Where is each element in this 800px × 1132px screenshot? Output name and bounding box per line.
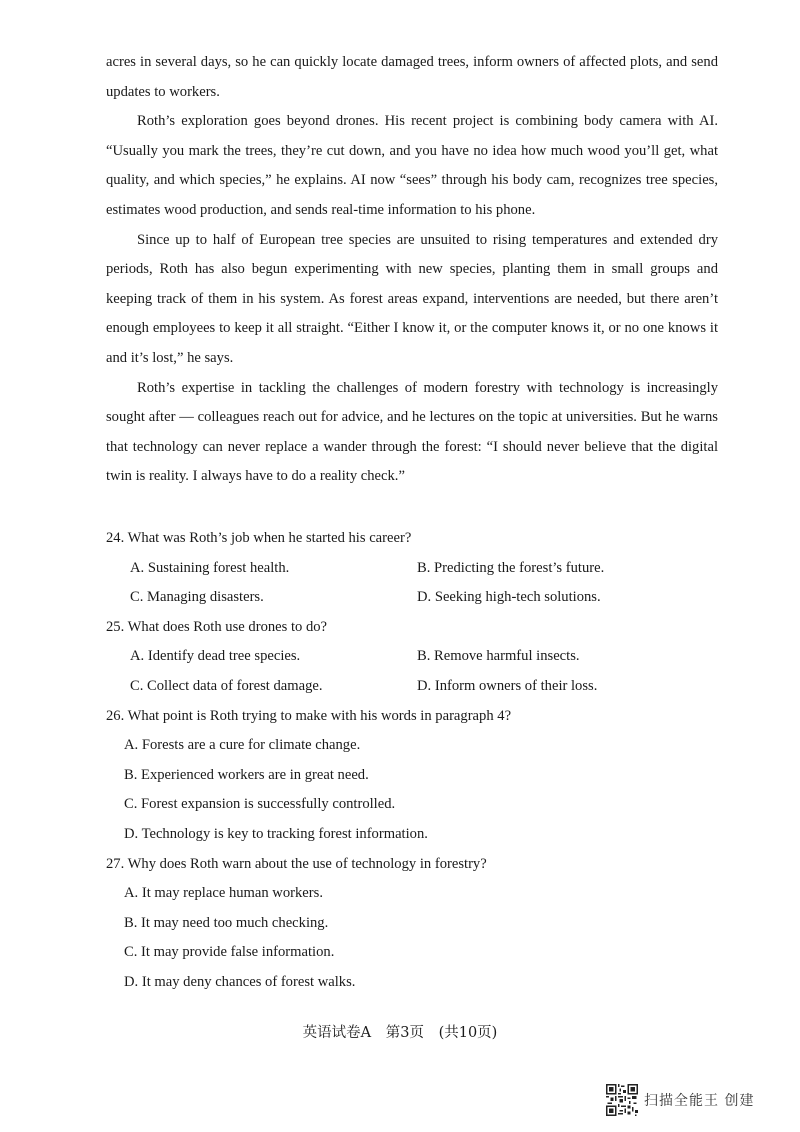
question-stem: 24. What was Roth’s job when he started his career? bbox=[106, 530, 412, 546]
option-a: A. It may replace human workers. bbox=[124, 885, 323, 902]
question-26 bbox=[106, 702, 726, 850]
question-stem: 25. What does Roth use drones to do? bbox=[106, 618, 328, 635]
options bbox=[130, 554, 726, 613]
passage-paragraph-1: acres in several days, so he can quickly locate damaged trees, inform owners of affected plots, and send updates to workers. bbox=[106, 54, 718, 100]
option-d: D. It may deny chances of forest walks. bbox=[124, 973, 356, 990]
passage-paragraph-2: Roth’s exploration goes beyond drones. His recent project is combining body camera with AI. “Usually you mark the trees, they’re cut down, and you have no idea how much wood you’ll get, what quality, and which species,” he explains. AI now “sees” through his body cam, recognizes tree species, estimates wood production, and sends real-time information to his phone. bbox=[106, 113, 718, 218]
question-stem: 27. Why does Roth warn about the use of technology in forestry? bbox=[106, 855, 487, 872]
page-footer bbox=[0, 1021, 800, 1042]
question-stem: 26. What point is Roth trying to make with his words in paragraph 4? bbox=[106, 707, 512, 724]
options bbox=[124, 731, 726, 849]
option-b: B. It may need too much checking. bbox=[124, 914, 329, 931]
page-number: 第3页 bbox=[385, 1025, 424, 1041]
question-27 bbox=[106, 850, 726, 998]
qr-code-icon bbox=[606, 1084, 638, 1116]
option-c: C. Managing disasters. bbox=[130, 589, 264, 606]
option-b: B. Remove harmful insects. bbox=[417, 648, 580, 665]
option-d: D. Seeking high-tech solutions. bbox=[417, 589, 601, 606]
options bbox=[124, 879, 726, 997]
option-a: A. Sustaining forest health. bbox=[130, 559, 290, 576]
question-list bbox=[106, 524, 726, 998]
scanner-watermark bbox=[606, 1084, 754, 1116]
question-25 bbox=[106, 613, 726, 702]
passage-paragraph-4: Roth’s expertise in tackling the challenges of modern forestry with technology is increasingly sought after — colleagues reach out for advice, and he lectures on the topic at universities. But he warns that technology can never replace a wander through the forest: “I should never believe that the digital twin is reality. I always have to do a reality check.” bbox=[106, 379, 718, 485]
watermark-text: 扫描全能王 创建 bbox=[644, 1093, 755, 1109]
page-total: (共10页) bbox=[438, 1025, 498, 1041]
options bbox=[130, 642, 726, 701]
option-a: A. Identify dead tree species. bbox=[130, 648, 301, 665]
option-d: D. Inform owners of their loss. bbox=[417, 677, 598, 694]
option-d: D. Technology is key to tracking forest information. bbox=[124, 825, 428, 842]
option-b: B. Experienced workers are in great need. bbox=[124, 766, 369, 783]
option-c: C. Collect data of forest damage. bbox=[130, 677, 323, 694]
passage-paragraph-3: Since up to half of European tree species are unsuited to rising temperatures and extended dry periods, Roth has also begun experimenting with new species, planting them in small groups and keeping track of them in his system. As forest areas expand, interventions are needed, but there aren’t enough employees to keep it all straight. “Either I know it, or the computer knows it, or no one knows it and it’s lost,” he says. bbox=[106, 231, 718, 366]
option-c: C. It may provide false information. bbox=[124, 944, 335, 961]
option-c: C. Forest expansion is successfully controlled. bbox=[124, 796, 396, 813]
option-b: B. Predicting the forest’s future. bbox=[417, 559, 605, 576]
reading-passage bbox=[106, 48, 718, 492]
paper-name: 英语试卷A bbox=[302, 1025, 372, 1041]
question-24 bbox=[106, 524, 726, 613]
option-a: A. Forests are a cure for climate change. bbox=[124, 737, 361, 754]
